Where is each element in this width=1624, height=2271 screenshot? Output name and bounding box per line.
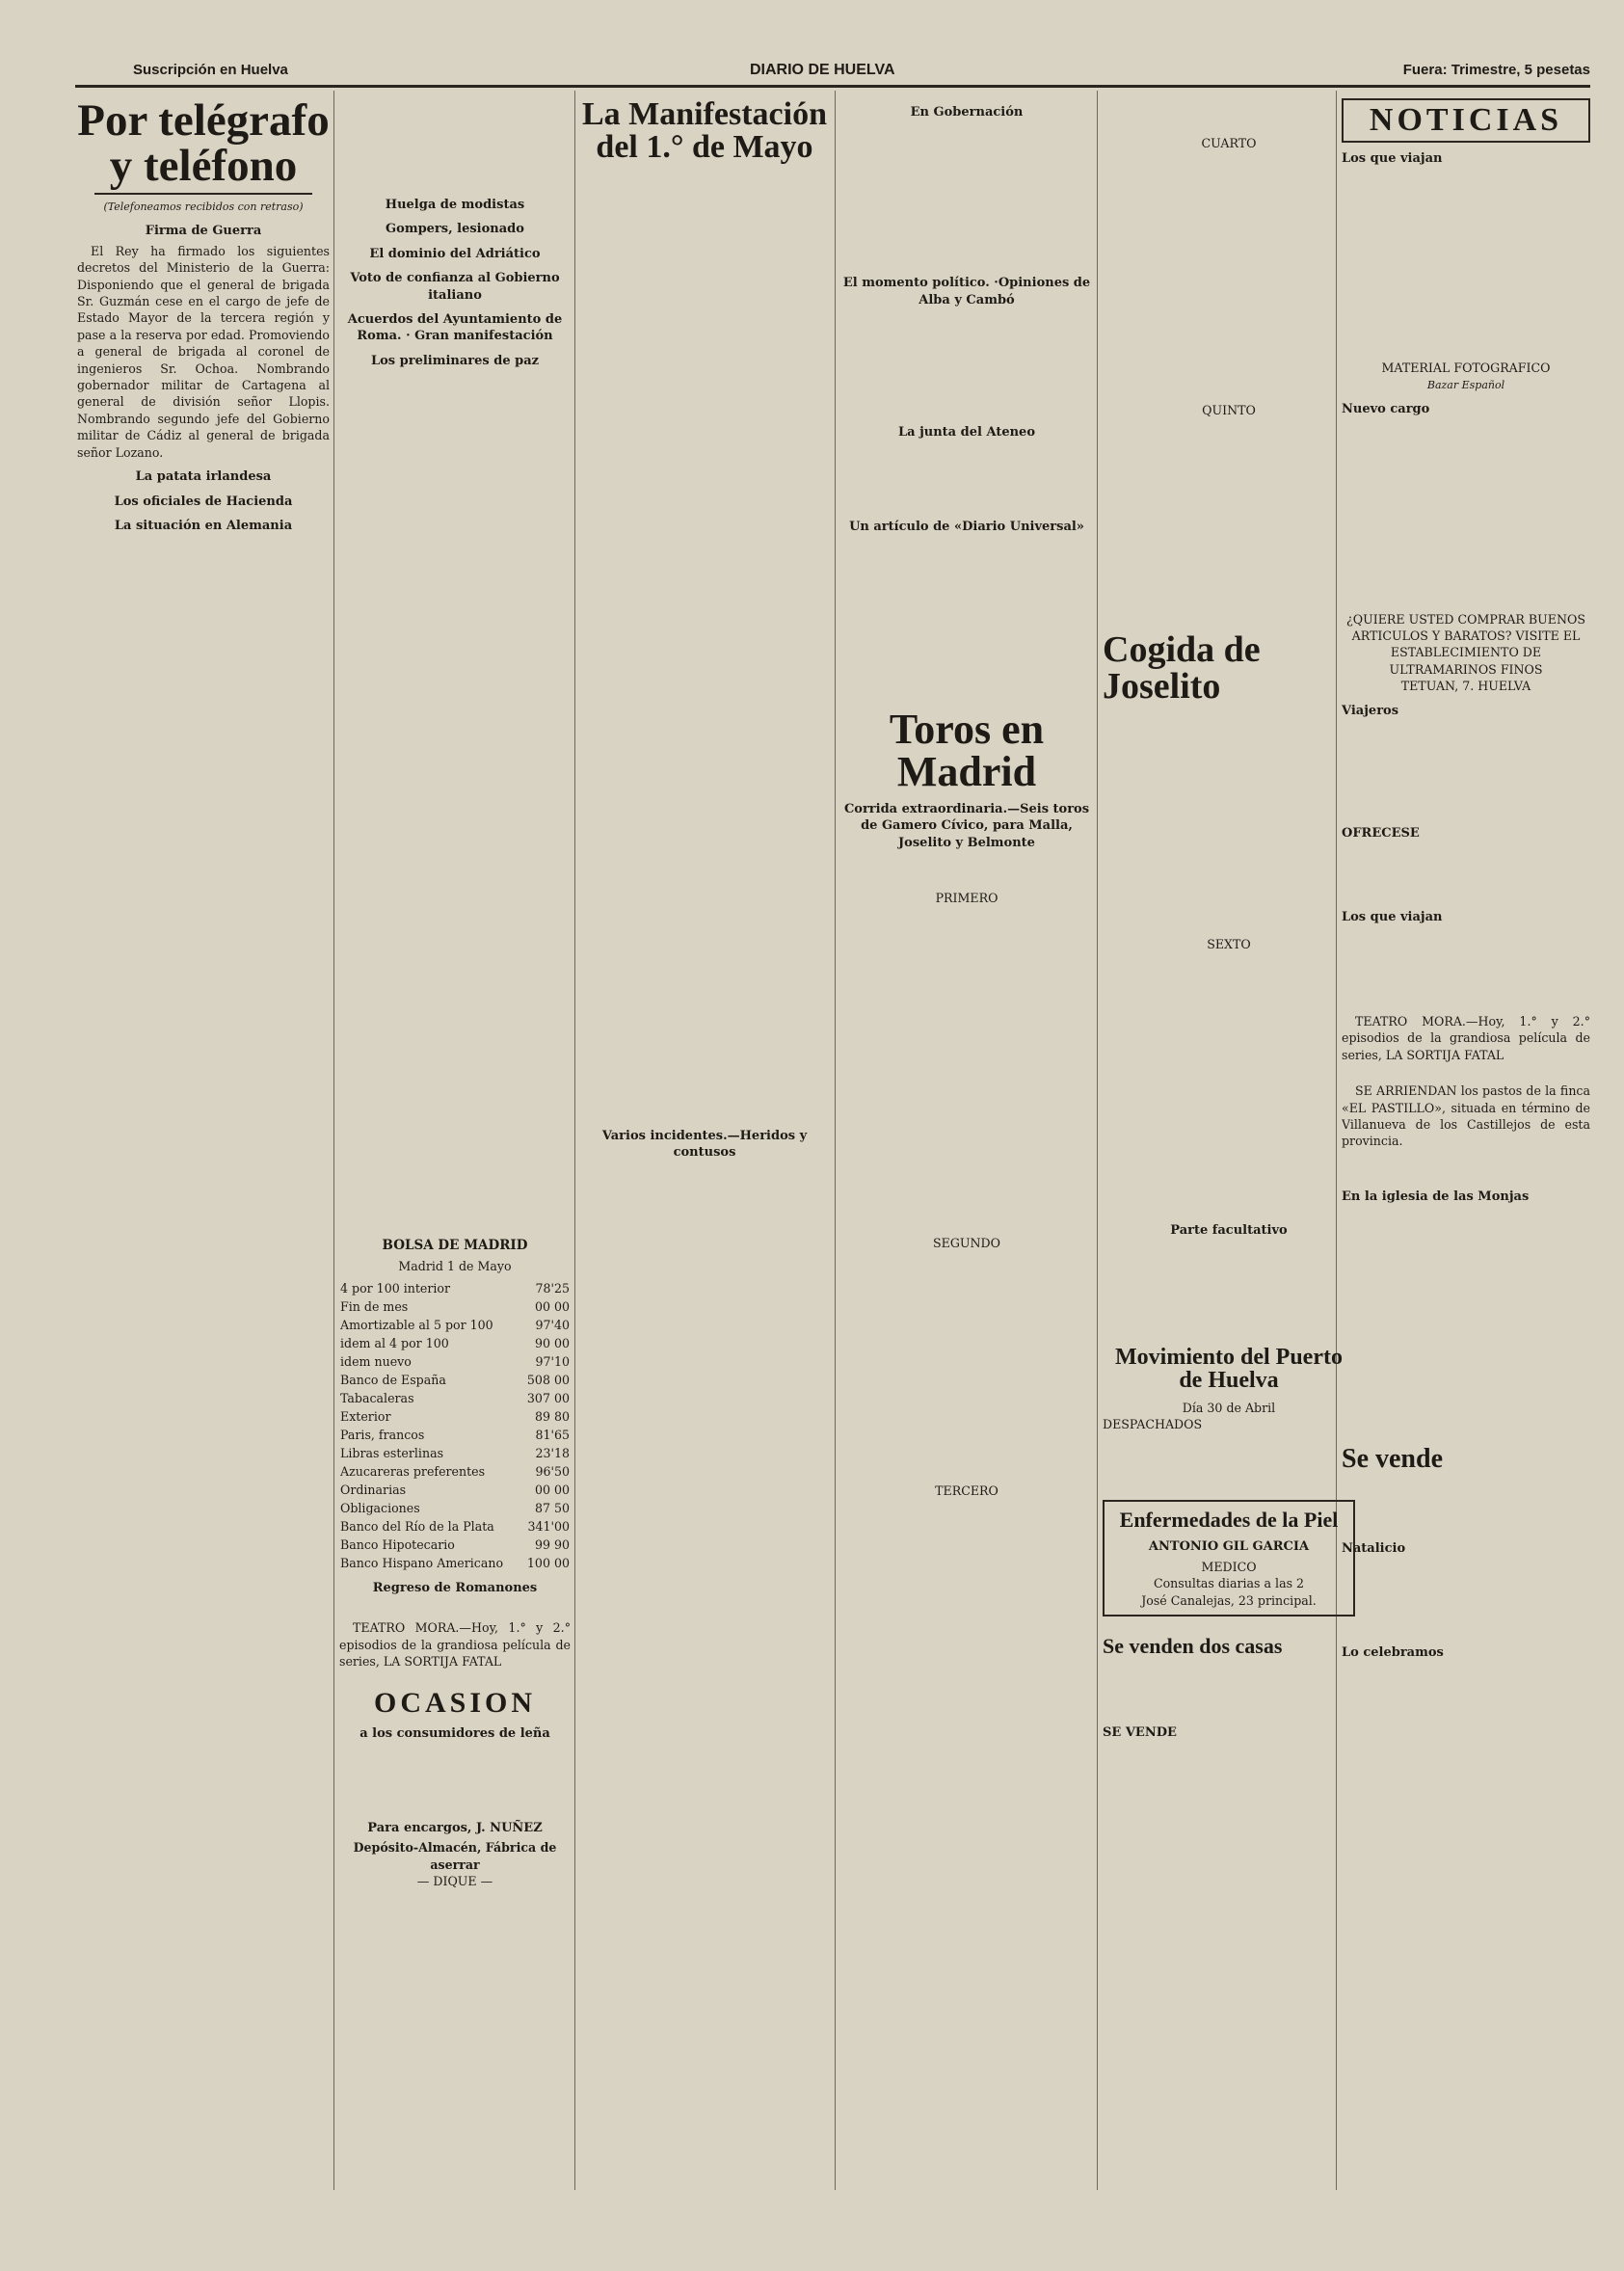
ad-bazar: Bazar Español xyxy=(1426,378,1505,391)
teatro-notice: TEATRO MORA.—Hoy, 1.° y 2.° episodios de la grandiosa película de series, LA SORTIJA FATAL xyxy=(339,1620,571,1670)
ad-piel xyxy=(1103,1500,1355,1616)
table-row: Ordinarias 00 00 xyxy=(340,1482,570,1497)
ocasion-subtitle: a los consumidores de leña xyxy=(359,1726,550,1742)
dateline-note: (Telefoneamos recibidos con retraso) xyxy=(103,200,304,213)
article-body: El Rey ha firmado los siguientes decretos del Ministerio de la Guerra: Disponiendo que el general de brigada Sr. Guzmán cese en el cargo de jefe de Estado Mayor de la tercera región y pase a la reserva por edad. Promoviendo a general de brigada al coronel de ingenieros Sr. Ochoa. Nombrando gobernador militar de Cartagena al general de división señor Llopis. Nombrando segundo jefe del Gobierno militar de Cádiz al general de brigada señor Lozano. xyxy=(77,243,330,460)
table-row: Tabacaleras 307 00 xyxy=(340,1390,570,1405)
table-row: Fin de mes 00 00 xyxy=(340,1298,570,1314)
section-title: Los oficiales de Hacienda xyxy=(114,494,293,509)
masthead xyxy=(75,62,1590,83)
table-row: Azucareras preferentes 96'50 xyxy=(340,1463,570,1479)
section-title: La patata irlandesa xyxy=(135,469,272,485)
column-news-4 xyxy=(840,96,1093,2178)
column-news-2 xyxy=(339,189,571,2271)
masthead-rule xyxy=(75,85,1590,88)
bolsa-title: BOLSA DE MADRID xyxy=(382,1238,528,1253)
section-title: Huelga de modistas xyxy=(385,198,525,212)
section-title: El dominio del Adriático xyxy=(369,246,541,261)
section-title: Lo celebramos xyxy=(1342,1644,1444,1660)
table-row: Banco Hispano Americano 100 00 xyxy=(340,1555,570,1570)
newspaper-name: DIARIO DE HUELVA xyxy=(750,62,895,78)
bull-heading: CUARTO xyxy=(1201,136,1257,150)
ad-vende: Se vende xyxy=(1342,1444,1443,1475)
section-title: OFRECESE xyxy=(1342,826,1420,842)
section-title: Acuerdos del Ayuntamiento de Roma. · Gran manifestación xyxy=(347,312,563,344)
column-rule xyxy=(1097,91,1098,2190)
section-title: Un artículo de «Diario Universal» xyxy=(849,519,1084,534)
section-title: La junta del Ateneo xyxy=(897,425,1035,441)
headline-joselito: Cogida de Joselito xyxy=(1103,628,1261,707)
table-row: Obligaciones 87 50 xyxy=(340,1500,570,1515)
ad-ultramarinos: ¿QUIERE USTED COMPRAR BUENOS ARTICULOS Y BARATOS? VISITE EL ESTABLECIMIENTO DE ULTRAMARINOS FINOS xyxy=(1346,611,1585,677)
section-title: El momento político. ·Opiniones de Alba y Cambó xyxy=(842,276,1091,307)
bull-heading: TERCERO xyxy=(935,1483,998,1499)
price-note: Fuera: Trimestre, 5 pesetas xyxy=(1402,62,1590,78)
headline-ornament xyxy=(94,193,312,195)
table-row: Banco Hipotecario 99 90 xyxy=(340,1536,570,1552)
ad-piel-consultas: Consultas diarias a las 2 xyxy=(1153,1576,1305,1591)
section-title: En Gobernación xyxy=(910,105,1024,120)
table-row: idem al 4 por 100 90 00 xyxy=(340,1335,570,1350)
ocasion-title: OCASION xyxy=(373,1687,537,1720)
table-row: Banco del Río de la Plata 341'00 xyxy=(340,1518,570,1534)
table-row: idem nuevo 97'10 xyxy=(340,1353,570,1369)
headline-noticias: NOTICIAS xyxy=(1342,98,1590,143)
column-telegrafo xyxy=(77,96,330,2178)
section-title: En la iglesia de las Monjas xyxy=(1342,1189,1530,1204)
bolsa-section xyxy=(339,1230,571,1889)
toros-subtitle: Corrida extraordinaria.—Seis toros de Gamero Cívico, para Malla, Joselito y Belmonte xyxy=(843,802,1090,850)
column-rule xyxy=(333,91,334,2190)
section-title: Nuevo cargo xyxy=(1342,402,1430,417)
section-title: Regreso de Romanones xyxy=(372,1580,538,1595)
headline-puerto: Movimiento del Puerto de Huelva xyxy=(1115,1344,1343,1393)
table-row: Banco de España 508 00 xyxy=(340,1372,570,1387)
column-noticias xyxy=(1342,96,1590,2178)
ad-piel-doctor: ANTONIO GIL GARCIA xyxy=(1148,1539,1310,1555)
ad-piel-address: José Canalejas, 23 principal. xyxy=(1141,1592,1317,1608)
ocasion-place: — DIQUE — xyxy=(416,1874,493,1889)
column-rule xyxy=(835,91,836,2190)
column-toros-cont xyxy=(1103,96,1355,2178)
bull-heading: QUINTO xyxy=(1202,403,1256,418)
section-title: Los que viajan xyxy=(1342,910,1443,925)
ad-casas-title: Se venden dos casas xyxy=(1103,1634,1283,1659)
bull-heading: SEXTO xyxy=(1207,936,1251,951)
headline-telegrafo: Por telégrafo y teléfono xyxy=(77,96,330,191)
column-rule xyxy=(574,91,575,2190)
column-manifestacion xyxy=(578,96,831,2178)
ad-vende-title: SE VENDE xyxy=(1103,1725,1177,1741)
section-title: Los que viajan xyxy=(1342,151,1443,166)
section-title: Parte facultativo xyxy=(1170,1223,1288,1239)
ocasion-footer: Para encargos, J. NUÑEZ xyxy=(367,1820,543,1835)
headline-manifestacion: La Manifestación del 1.° de Mayo xyxy=(581,96,828,165)
puerto-despachados: DESPACHADOS xyxy=(1103,1417,1203,1432)
bolsa-table xyxy=(339,1279,571,1572)
table-row: Libras esterlinas 23'18 xyxy=(340,1445,570,1460)
ocasion-address: Depósito-Almacén, Fábrica de aserrar xyxy=(353,1840,557,1872)
table-row: 4 por 100 interior 78'25 xyxy=(340,1280,570,1296)
arriendan-notice: SE ARRIENDAN los pastos de la finca «EL PASTILLO», situada en término de Villanueva de los Castillejos de esta provincia. xyxy=(1342,1083,1590,1149)
section-title: Viajeros xyxy=(1342,703,1399,718)
headline-toros: Toros en Madrid xyxy=(889,706,1045,796)
section-title: Voto de confianza al Gobierno italiano xyxy=(350,271,560,303)
teatro-notice: TEATRO MORA.—Hoy, 1.° y 2.° episodios de la grandiosa película de series, LA SORTIJA FATAL xyxy=(1342,1013,1590,1062)
bull-heading: SEGUNDO xyxy=(933,1235,1000,1250)
section-title: Varios incidentes.—Heridos y contusos xyxy=(601,1129,808,1161)
bolsa-date: Madrid 1 de Mayo xyxy=(398,1259,512,1274)
table-row: Exterior 89 80 xyxy=(340,1408,570,1424)
section-title: Natalicio xyxy=(1342,1541,1406,1557)
ad-tetuan: TETUAN, 7. HUELVA xyxy=(1400,679,1531,694)
bull-heading: PRIMERO xyxy=(935,891,998,906)
ad-piel-title: Enfermedades de la Piel xyxy=(1119,1508,1339,1533)
subscription-note: Suscripción en Huelva xyxy=(133,62,288,78)
section-title: Gompers, lesionado xyxy=(386,222,524,237)
table-row: Amortizable al 5 por 100 97'40 xyxy=(340,1317,570,1332)
section-title: Los preliminares de paz xyxy=(370,353,540,368)
section-title: Firma de Guerra xyxy=(145,224,262,239)
ad-piel-medico: MEDICO xyxy=(1201,1559,1257,1574)
puerto-date: Día 30 de Abril xyxy=(1182,1400,1276,1415)
section-title: La situación en Alemania xyxy=(114,518,293,533)
table-row: Paris, francos 81'65 xyxy=(340,1427,570,1442)
ad-material: MATERIAL FOTOGRAFICO xyxy=(1381,361,1551,376)
